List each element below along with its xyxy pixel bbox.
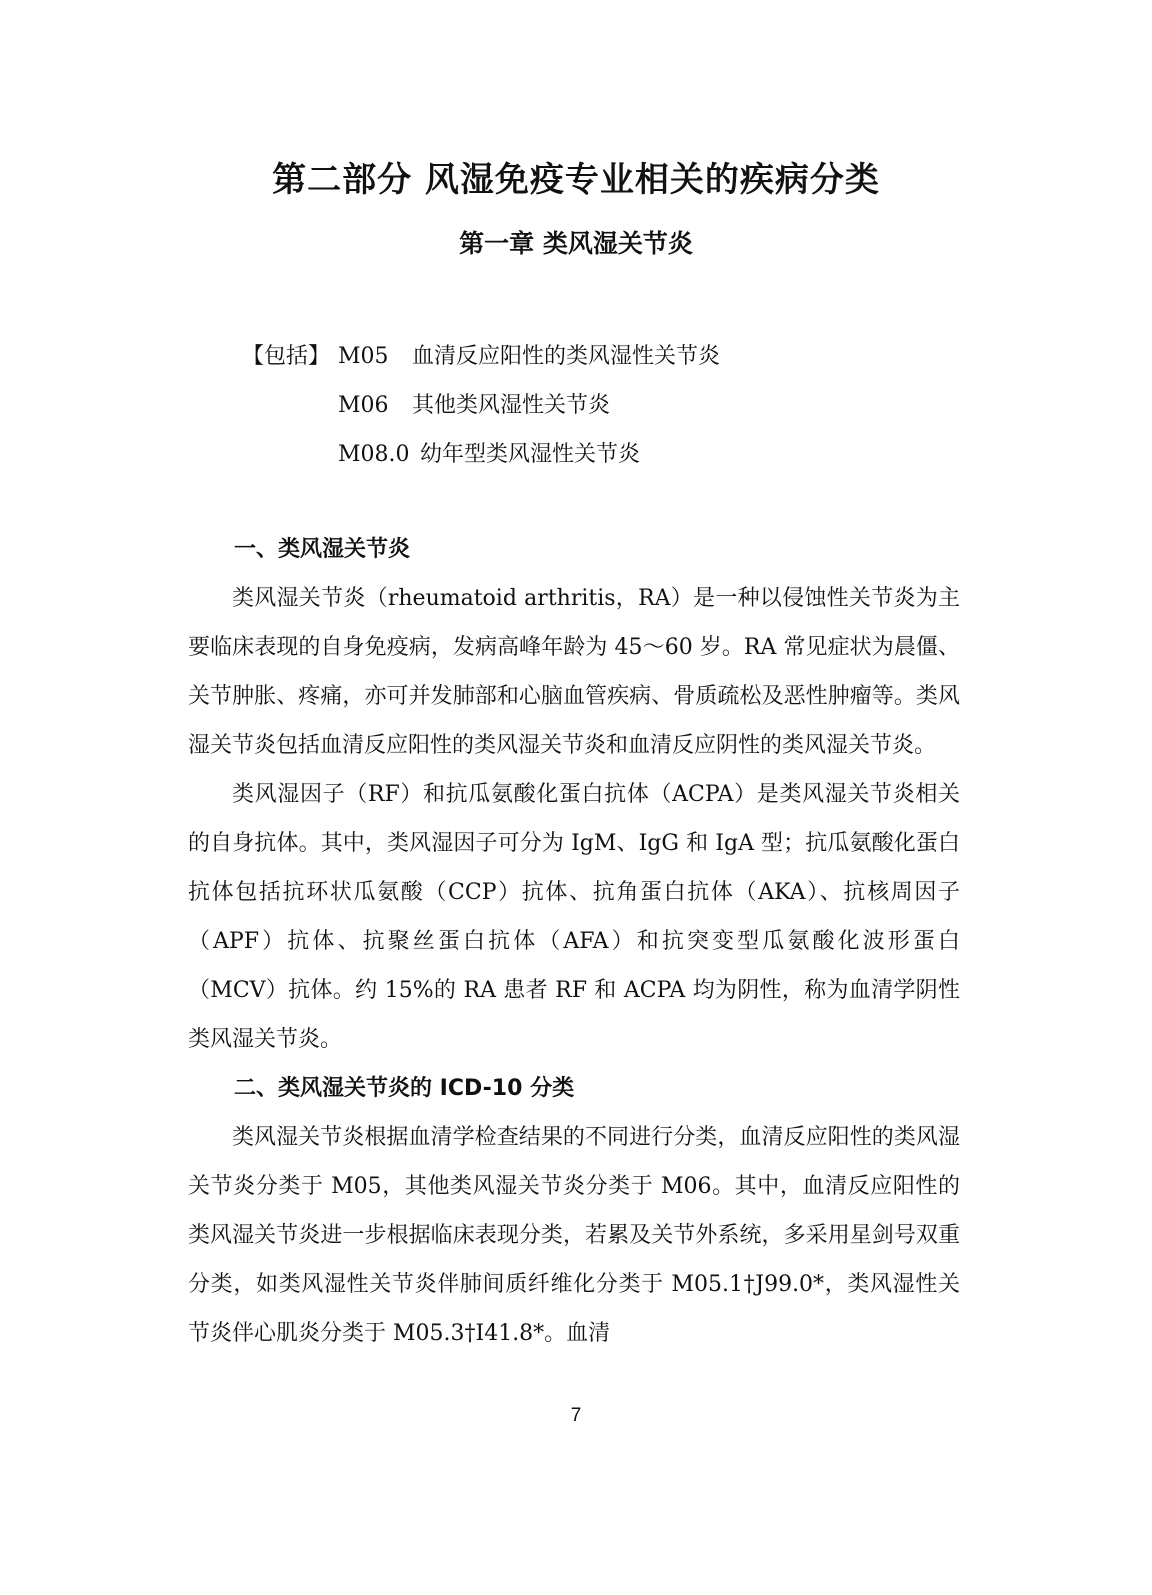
section-heading: 二、类风湿关节炎的 ICD-10 分类 <box>234 1076 575 1101</box>
icd-code: M05 <box>338 344 389 369</box>
section-heading: 一、类风湿关节炎 <box>234 537 411 562</box>
icd-name: 幼年型类风湿性关节炎 <box>420 442 641 467</box>
icd-code: M06 <box>338 393 389 418</box>
paragraph: 类风湿关节炎根据血清学检查结果的不同进行分类，血清反应阳性的类风湿关节炎分类于 M05，其他类风湿关节炎分类于 M06。其中，血清反应阳性的类风湿关节炎进一步根据临床表现分类，若累及关节外系统，多采用星剑号双重分类，如类风湿性关节炎伴肺间质纤维化分类于 M05.1†J99.0*，类风湿性关节炎伴心肌炎分类于 M05.3†I41.8*。血清 <box>188 1125 960 1346</box>
body-content <box>188 525 960 1358</box>
part-title: 第二部分 风湿免疫专业相关的疾病分类 <box>272 160 880 200</box>
chapter-title: 第一章 类风湿关节炎 <box>459 229 693 258</box>
includes-row <box>242 332 720 381</box>
includes-prefix: 【包括】 <box>242 344 331 369</box>
icd-name: 血清反应阳性的类风湿性关节炎 <box>412 344 721 369</box>
paragraph: 类风湿关节炎（rheumatoid arthritis，RA）是一种以侵蚀性关节炎为主要临床表现的自身免疫病，发病高峰年龄为 45～60 岁。RA 常见症状为晨僵、关节肿胀、疼痛，亦可并发肺部和心脑血管疾病、骨质疏松及恶性肿瘤等。类风湿关节炎包括血清反应阳性的类风湿关节炎和血清反应阴性的类风湿关节炎。 <box>188 586 960 758</box>
paragraph: 类风湿因子（RF）和抗瓜氨酸化蛋白抗体（ACPA）是类风湿关节炎相关的自身抗体。其中，类风湿因子可分为 IgM、IgG 和 IgA 型；抗瓜氨酸化蛋白抗体包括抗环状瓜氨酸（CCP）抗体、抗角蛋白抗体（AKA）、抗核周因子（APF）抗体、抗聚丝蛋白抗体（AFA）和抗突变型瓜氨酸化波形蛋白（MCV）抗体。约 15%的 RA 患者 RF 和 ACPA 均为阴性，称为血清学阴性类风湿关节炎。 <box>188 782 960 1052</box>
includes-row <box>242 381 720 430</box>
icd-code: M08.0 <box>338 442 410 467</box>
icd-name: 其他类风湿性关节炎 <box>412 393 611 418</box>
page-number: 7 <box>570 1405 582 1426</box>
includes-row <box>242 430 720 479</box>
includes-list <box>242 332 720 479</box>
